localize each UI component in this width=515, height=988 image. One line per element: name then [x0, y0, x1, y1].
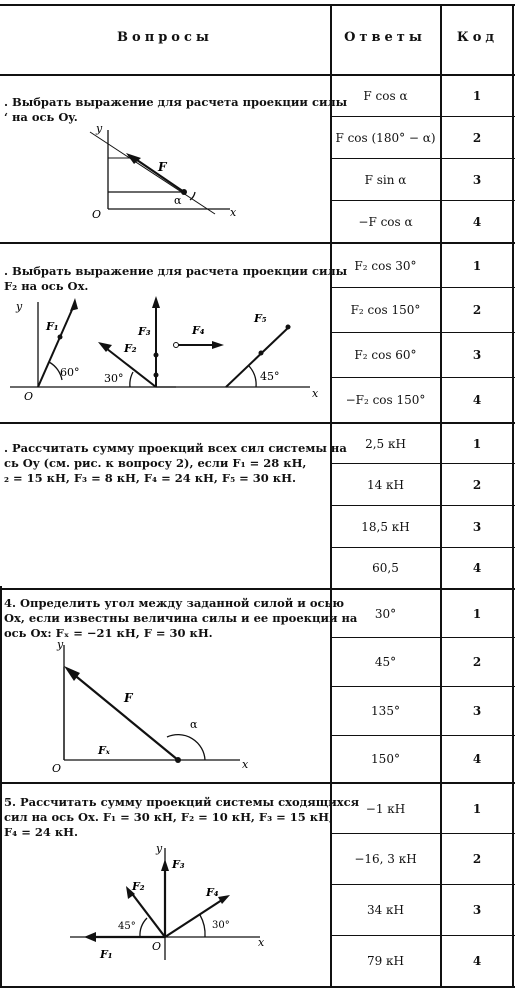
- q1-label-alpha: α: [174, 194, 182, 207]
- answer-cell: F₂ cos 30°: [354, 258, 417, 273]
- q2-label-f5: F₅: [254, 312, 267, 325]
- answer-cell: F₂ cos 60°: [354, 348, 417, 362]
- answer-cell: 79 кН: [366, 954, 405, 968]
- question-4-line: ось Ox: Fₓ = −21 кН, F = 30 кН.: [4, 626, 213, 640]
- q2-label-a45: 45°: [260, 370, 280, 383]
- code-cell: 4: [472, 561, 482, 575]
- answer-cell: 135°: [371, 704, 400, 718]
- code-cell: 1: [472, 606, 482, 621]
- code-cell: 1: [472, 258, 482, 273]
- code-cell: 4: [472, 393, 482, 407]
- question-1-line: ‘ на ось Oy.: [4, 110, 78, 124]
- code-cell: 2: [472, 655, 482, 669]
- header-code: Код: [456, 29, 499, 45]
- answer-cell: −F₂ cos 150°: [345, 393, 426, 407]
- q5-label-f3: F₃: [172, 858, 185, 871]
- q2-label-a30: 30°: [104, 372, 124, 385]
- q5-force-f4: [165, 898, 225, 937]
- code-cell: 2: [472, 303, 482, 317]
- answer-cell: F cos (180° − α): [335, 130, 436, 145]
- q4-label-alpha: α: [190, 718, 198, 731]
- code-cell: 2: [472, 477, 482, 492]
- q4-label-x: x: [242, 758, 249, 771]
- answer-cell: F cos α: [363, 89, 408, 103]
- code-cell: 3: [472, 348, 482, 362]
- q5-label-y: y: [156, 842, 163, 855]
- q5-label-f4: F₄: [206, 886, 219, 899]
- code-cell: 4: [472, 954, 482, 968]
- answer-cell: −F cos α: [358, 214, 413, 229]
- q5-label-o: O: [152, 940, 162, 953]
- question-2-line: F₂ на ось Ox.: [4, 279, 89, 293]
- code-cell: 1: [472, 436, 482, 451]
- answer-cell: 150°: [371, 752, 400, 766]
- code-cell: 3: [472, 704, 482, 718]
- answer-cell: F sin α: [364, 172, 407, 187]
- answer-cell: F₂ cos 150°: [350, 303, 421, 317]
- q4-label-y: y: [57, 638, 64, 651]
- header-questions: Вопросы: [117, 29, 213, 45]
- q2-label-f4: F₄: [192, 324, 205, 337]
- q1-label-o: O: [92, 208, 102, 221]
- question-4-line: 4. Определить угол между заданной силой и осью: [4, 596, 345, 610]
- question-3-line: сь Oy (см. рис. к вопросу 2), если F₁ = 28 кН,: [4, 456, 307, 470]
- code-cell: 1: [472, 89, 482, 103]
- q5-label-f2: F₂: [132, 880, 145, 893]
- q2-label-f1: F₁: [46, 320, 59, 333]
- q2-label-a60: 60°: [60, 366, 80, 379]
- code-cell: 2: [472, 130, 482, 145]
- q2-label-x: x: [312, 387, 319, 400]
- q4-label-fx: Fₓ: [98, 744, 110, 757]
- question-5-line: F₄ = 24 кН.: [4, 825, 79, 839]
- q2-label-o: O: [24, 390, 34, 403]
- code-cell: 4: [472, 752, 482, 766]
- code-cell: 4: [472, 214, 482, 229]
- code-cell: 1: [472, 801, 482, 816]
- q1-label-y: y: [96, 122, 103, 135]
- q1-label-f: F: [158, 160, 167, 174]
- q5-label-a30: 30°: [212, 920, 230, 931]
- question-1-line: . Выбрать выражение для расчета проекции силы: [4, 95, 348, 109]
- header-answers: Ответы: [344, 29, 426, 45]
- answer-cell: −1 кН: [365, 801, 406, 816]
- code-cell: 3: [472, 519, 482, 534]
- answer-cell: 34 кН: [366, 903, 405, 917]
- question-2-line: . Выбрать выражение для расчета проекции силы: [4, 264, 348, 278]
- q1-label-x: x: [230, 206, 237, 219]
- q4-label-o: O: [52, 762, 62, 775]
- answer-cell: −16, 3 кН: [354, 852, 417, 866]
- q4-label-f: F: [124, 691, 133, 705]
- code-cell: 2: [472, 852, 482, 866]
- answer-cell: 2,5 кН: [365, 436, 406, 451]
- question-3-line: . Рассчитать сумму проекций всех сил системы на: [4, 441, 347, 455]
- q2-label-y: y: [16, 300, 23, 313]
- q2-label-f3: F₃: [138, 325, 151, 338]
- question-3-line: ₂ = 15 кН, F₃ = 8 кН, F₄ = 24 кН, F₅ = 30 кН.: [4, 471, 296, 485]
- question-5-line: сил на ось Ox. F₁ = 30 кН, F₂ = 10 кН, F₃ = 15 кН,: [4, 810, 333, 824]
- question-5-line: 5. Рассчитать сумму проекций системы сходящихся: [4, 795, 360, 809]
- code-cell: 3: [472, 903, 482, 917]
- answer-cell: 60,5: [372, 561, 399, 575]
- q5-label-f1: F₁: [100, 948, 113, 961]
- answer-cell: 14 кН: [366, 477, 405, 492]
- answer-cell: 45°: [374, 655, 397, 669]
- answer-cell: 18,5 кН: [361, 519, 410, 534]
- q5-label-a45: 45°: [118, 921, 136, 932]
- code-cell: 3: [472, 172, 482, 187]
- q5-label-x: x: [258, 936, 265, 949]
- question-4-line: Ox, если известны величина силы и ее проекции на: [4, 611, 358, 625]
- answer-cell: 30°: [374, 606, 397, 621]
- q2-label-f2: F₂: [124, 342, 137, 355]
